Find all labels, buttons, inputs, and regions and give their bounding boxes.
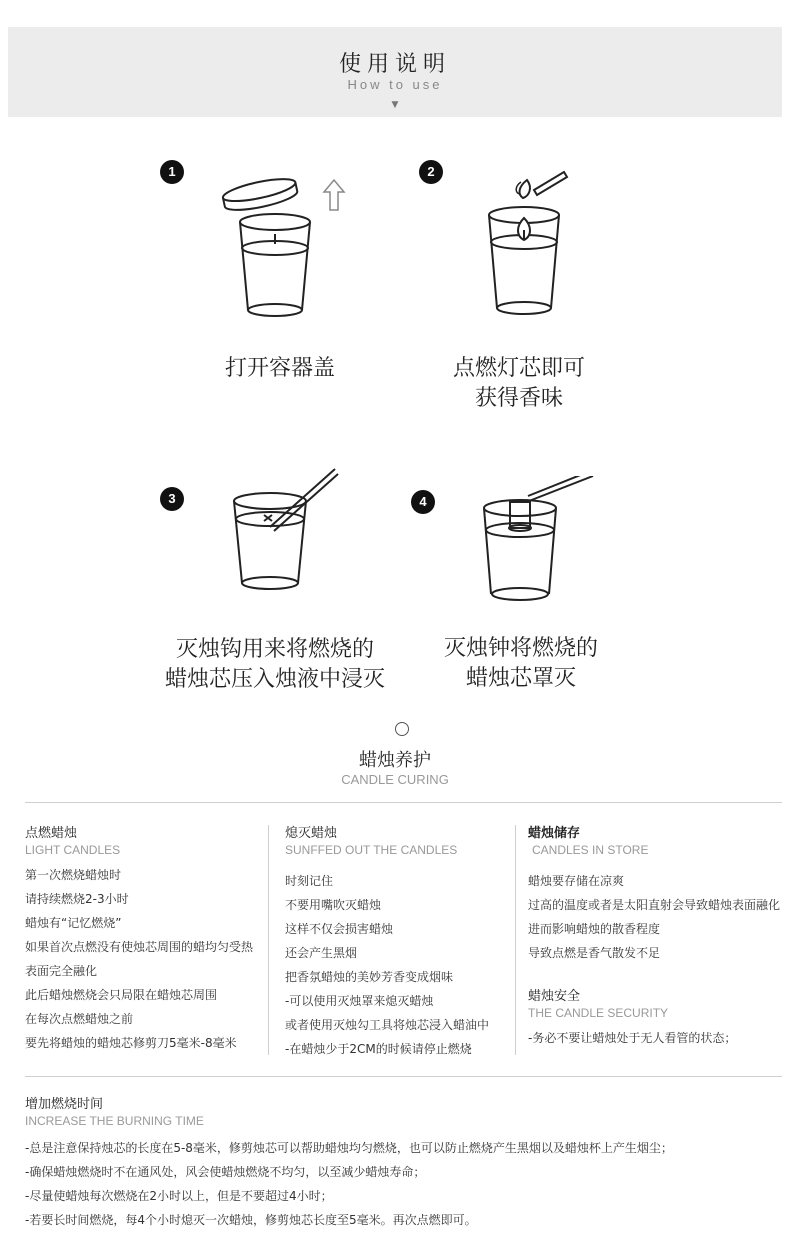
column-subtitle: CANDLES IN STORE xyxy=(532,843,649,857)
list-item: -确保蜡烛燃烧时不在通风处，风会使蜡烛燃烧不均匀，以至减少蜡烛寿命； xyxy=(25,1165,426,1179)
caption-line: 灭烛钩用来将燃烧的 xyxy=(175,637,374,662)
light-candles-column xyxy=(25,822,275,1055)
caption-line: 点燃灯芯即可 xyxy=(452,356,585,381)
candle-snuffer-icon xyxy=(473,476,623,616)
burning-time-section xyxy=(25,1093,785,1232)
column-title: 熄灭蜡烛 xyxy=(285,826,338,841)
list-item: 这样不仅会损害蜡烛 xyxy=(285,922,394,936)
list-item: 过高的温度或者是太阳直射会导致蜡烛表面融化 xyxy=(528,898,781,912)
caption-line: 蜡烛芯压入烛液中浸灭 xyxy=(164,667,385,692)
list-item: 或者使用灭烛勾工具将烛芯浸入蜡油中 xyxy=(285,1018,490,1032)
step-caption xyxy=(401,634,641,694)
store-candles-column xyxy=(528,822,786,1050)
step-caption xyxy=(140,635,410,695)
page-title: 使用说明 xyxy=(338,52,451,77)
step-number-badge: 2 xyxy=(419,160,443,184)
list-item: 第一次燃烧蜡烛时 xyxy=(25,868,122,882)
list-item: 此后蜡烛燃烧会只局限在蜡烛芯周围 xyxy=(25,988,218,1002)
list-item: 要先将蜡烛的蜡烛芯修剪刀5毫米-8毫米 xyxy=(25,1036,237,1050)
column-title: 点燃蜡烛 xyxy=(25,826,78,841)
list-item: 请持续燃烧2-3小时 xyxy=(25,892,129,906)
page-subtitle: How to use xyxy=(347,77,443,92)
list-item: 时刻记住 xyxy=(285,874,334,888)
circle-icon xyxy=(395,722,409,736)
security-title: 蜡烛安全 xyxy=(528,989,581,1004)
list-item: 表面完全融化 xyxy=(25,964,98,978)
list-item: 导致点燃是香气散发不足 xyxy=(528,946,661,960)
down-arrow-icon: ▼ xyxy=(391,100,399,110)
caption-line: 获得香味 xyxy=(474,386,563,411)
divider xyxy=(25,802,782,803)
caption-line: 灭烛钟将燃烧的 xyxy=(443,636,598,661)
list-item: 不要用嘴吹灭蜡烛 xyxy=(285,898,382,912)
list-item: -务必不要让蜡烛处于无人看管的状态； xyxy=(528,1031,737,1045)
list-item: 蜡烛有“记忆燃烧” xyxy=(25,916,122,930)
list-item: 在每次点燃蜡烛之前 xyxy=(25,1012,134,1026)
column-title: 蜡烛储存 xyxy=(528,826,581,841)
lit-candle-icon xyxy=(479,170,629,340)
column-subtitle: SUNFFED OUT THE CANDLES xyxy=(285,843,458,857)
list-item: -尽量使蜡烛每次燃烧在2小时以上，但是不要超过4小时； xyxy=(25,1189,333,1203)
list-item: -总是注意保持烛芯的长度在5-8毫米，修剪烛芯可以帮助蜡烛均匀燃烧，也可以防止燃烧产生黑烟以及蜡烛杯上产生烟尘； xyxy=(25,1141,673,1155)
caption-line: 蜡烛芯罩灭 xyxy=(465,666,576,691)
list-item: -若要长时间燃烧，每4个小时熄灭一次蜡烛，修剪烛芯长度至5毫米。再次点燃即可。 xyxy=(25,1213,477,1227)
header-banner xyxy=(8,27,782,117)
burn-subtitle: INCREASE THE BURNING TIME xyxy=(25,1114,204,1128)
wick-dipper-icon xyxy=(220,467,380,607)
step-number-badge: 1 xyxy=(160,160,184,184)
burn-title: 增加燃烧时间 xyxy=(25,1097,104,1112)
step-caption xyxy=(160,354,400,384)
jar-lid-open-icon xyxy=(220,172,360,342)
list-item: -在蜡烛少于2CM的时候请停止燃烧 xyxy=(285,1042,472,1056)
list-item: -可以使用灭烛罩来熄灭蜡烛 xyxy=(285,994,434,1008)
step-number-badge: 4 xyxy=(411,490,435,514)
column-divider xyxy=(268,825,269,1055)
caption-line: 打开容器盖 xyxy=(224,356,335,381)
list-item: 把香氛蜡烛的美妙芳香变成烟味 xyxy=(285,970,454,984)
step-number-badge: 3 xyxy=(160,487,184,511)
list-item: 进而影响蜡烛的散香程度 xyxy=(528,922,661,936)
list-item: 蜡烛要存储在凉爽 xyxy=(528,874,625,888)
step-caption xyxy=(399,354,639,414)
list-item: 如果首次点燃没有使烛芯周围的蜡均匀受热 xyxy=(25,940,254,954)
divider xyxy=(25,1076,782,1077)
security-subtitle: THE CANDLE SECURITY xyxy=(528,1006,669,1020)
care-subtitle: CANDLE CURING xyxy=(341,772,449,787)
column-divider xyxy=(515,825,516,1055)
column-subtitle: LIGHT CANDLES xyxy=(25,843,121,857)
care-title: 蜡烛养护 xyxy=(359,750,431,771)
snuff-candles-column xyxy=(285,822,510,1061)
list-item: 还会产生黑烟 xyxy=(285,946,358,960)
